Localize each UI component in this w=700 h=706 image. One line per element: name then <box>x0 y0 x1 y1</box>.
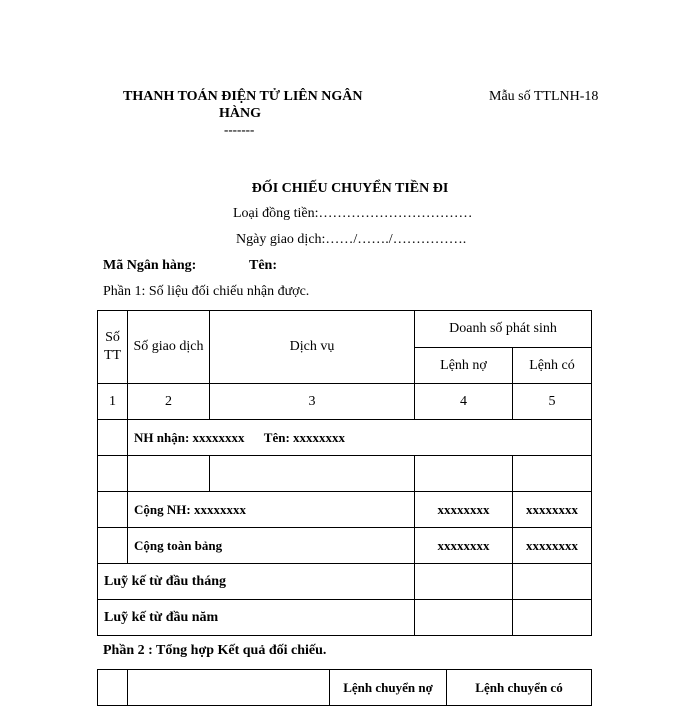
empty-cell <box>415 456 513 492</box>
receiving-bank-label: NH nhận: xxxxxxxx Tên: xxxxxxxx <box>128 420 592 456</box>
column-index-row <box>98 384 592 420</box>
empty-cell <box>513 564 592 600</box>
index-cell: 1 <box>98 384 128 420</box>
empty-cell <box>98 670 128 706</box>
empty-cell <box>415 600 513 636</box>
table-header-row <box>98 311 592 348</box>
col-header-debit: Lệnh nợ <box>415 348 513 384</box>
empty-cell <box>210 456 415 492</box>
part1-title: Phần 1: Số liệu đối chiếu nhận được. <box>103 284 310 299</box>
empty-cell <box>98 420 128 456</box>
col-header-service: Dịch vụ <box>210 311 415 384</box>
grand-total-credit: xxxxxxxx <box>513 528 592 564</box>
empty-cell <box>98 528 128 564</box>
year-cumulative-label: Luỹ kế từ đầu năm <box>98 600 415 636</box>
transaction-date-line: Ngày giao dịch:……/……./……………. <box>236 232 467 247</box>
document-title: ĐỐI CHIẾU CHUYỂN TIỀN ĐI <box>251 181 449 196</box>
col-header-credit: Lệnh có <box>513 348 592 384</box>
index-cell: 2 <box>128 384 210 420</box>
bank-code-label: Mã Ngân hàng: <box>103 258 197 273</box>
form-code: Mẫu số TTLNH-18 <box>489 89 599 104</box>
index-cell: 3 <box>210 384 415 420</box>
summary-header-row <box>98 670 592 706</box>
col-header-turnover: Doanh số phát sinh <box>415 311 592 348</box>
empty-cell <box>98 456 128 492</box>
empty-cell <box>513 600 592 636</box>
grand-total-row <box>98 528 592 564</box>
reconciliation-table <box>97 310 592 636</box>
year-cumulative-row <box>98 600 592 636</box>
organization-rule: ------- <box>224 122 255 137</box>
index-cell: 4 <box>415 384 513 420</box>
index-cell: 5 <box>513 384 592 420</box>
month-cumulative-row <box>98 564 592 600</box>
col-header-transaction-no: Số giao dịch <box>128 311 210 384</box>
grand-total-debit: xxxxxxxx <box>415 528 513 564</box>
blank-row <box>98 456 592 492</box>
empty-cell <box>415 564 513 600</box>
bank-total-row <box>98 492 592 528</box>
grand-total-label: Cộng toàn bảng <box>128 528 415 564</box>
empty-cell <box>513 456 592 492</box>
part2-title: Phần 2 : Tổng hợp Kết quả đối chiếu. <box>103 643 327 658</box>
col-header-credit-order: Lệnh chuyển có <box>447 670 592 706</box>
bank-total-credit: xxxxxxxx <box>513 492 592 528</box>
receiving-bank-row <box>98 420 592 456</box>
month-cumulative-label: Luỹ kế từ đầu tháng <box>98 564 415 600</box>
bank-name-label: Tên: <box>249 258 277 273</box>
currency-line: Loại đồng tiền:…………………………… <box>233 206 473 221</box>
col-header-no: Số TT <box>98 311 128 384</box>
empty-cell <box>128 670 330 706</box>
col-header-debit-order: Lệnh chuyển nợ <box>330 670 447 706</box>
summary-table <box>97 669 592 706</box>
organization-name-line1: THANH TOÁN ĐIỆN TỬ LIÊN NGÂN <box>123 89 363 104</box>
empty-cell <box>98 492 128 528</box>
organization-name-line2: HÀNG <box>219 106 261 121</box>
empty-cell <box>128 456 210 492</box>
bank-total-label: Cộng NH: xxxxxxxx <box>128 492 415 528</box>
bank-total-debit: xxxxxxxx <box>415 492 513 528</box>
